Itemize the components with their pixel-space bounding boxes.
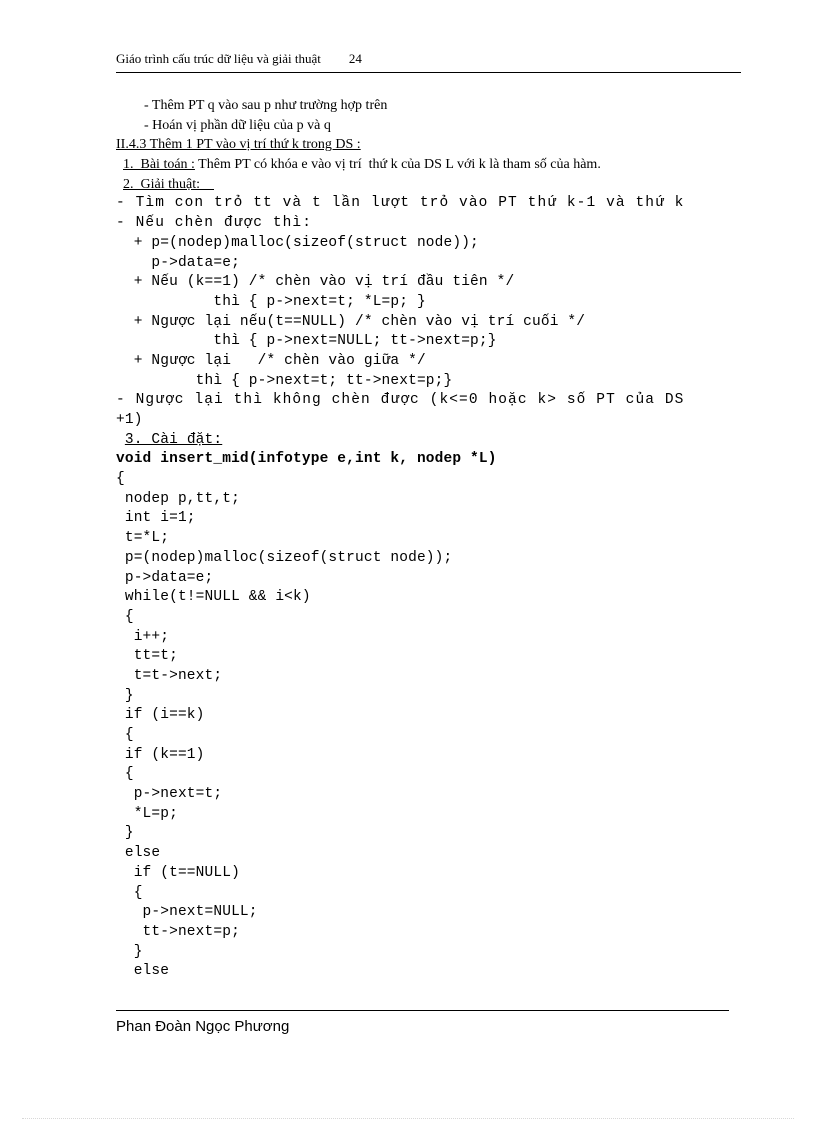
code-line: tt=t; <box>116 648 178 665</box>
text-line: - Thêm PT q vào sau p như trường hợp trên <box>116 98 388 113</box>
problem-text: Thêm PT có khóa e vào vị trí thứ k của DS L với k là tham số của hàm. <box>194 157 601 173</box>
algorithm-line: thì { p->next=t; tt->next=p;} <box>116 372 453 389</box>
text-line: - Hoán vị phần dữ liệu của p và q <box>116 117 331 133</box>
code-line: t=t->next; <box>116 667 223 684</box>
algorithm-line: + Ngược lại /* chèn vào giữa */ <box>116 352 426 369</box>
problem-statement <box>116 155 756 175</box>
code-line: if (k==1) <box>116 746 205 763</box>
code-line: while(t!=NULL && i<k) <box>116 589 311 606</box>
code-line: i++; <box>116 628 170 645</box>
code-line: { <box>116 471 125 488</box>
code-line: int i=1; <box>116 510 196 527</box>
page-header <box>116 50 740 68</box>
algorithm-line: + Ngược lại nếu(t==NULL) /* chèn vào vị trí cuối */ <box>116 313 586 330</box>
code-line: } <box>116 943 143 960</box>
algorithm-line: - Nếu chèn được thì: <box>116 215 313 232</box>
implementation-heading <box>116 431 756 451</box>
algorithm-line: +1) <box>116 412 143 428</box>
header-rule <box>116 72 741 73</box>
algorithm-line: - Tìm con trỏ tt và t lần lượt trỏ vào PT thứ k-1 và thứ k <box>116 195 685 212</box>
code-line: { <box>116 884 143 901</box>
algorithm-line: thì { p->next=t; *L=p; } <box>116 293 426 310</box>
footer-author: Phan Đoàn Ngọc Phương <box>116 1018 290 1035</box>
indent <box>116 177 123 192</box>
document-body <box>116 96 756 982</box>
algorithm-line: p->data=e; <box>116 254 240 271</box>
code-line: nodep p,tt,t; <box>116 490 240 507</box>
page-number: 24 <box>348 51 362 66</box>
implementation-label: 3. Cài đặt: <box>124 431 223 448</box>
algorithm-line: + Nếu (k==1) /* chèn vào vị trí đầu tiên */ <box>116 274 515 291</box>
code-line: else <box>116 845 161 862</box>
code-line: } <box>116 687 134 704</box>
section-heading-text: II.4.3 Thêm 1 PT vào vị trí thứ k trong DS : <box>116 137 361 153</box>
code-line: p=(nodep)malloc(sizeof(struct node)); <box>116 549 453 566</box>
code-line: p->data=e; <box>116 569 214 586</box>
code-line: { <box>116 766 134 783</box>
section-heading <box>116 135 756 155</box>
algorithm-line: + p=(nodep)malloc(sizeof(struct node)); <box>116 234 479 251</box>
problem-label: 1. Bài toán : <box>123 157 195 173</box>
code-line: else <box>116 963 170 980</box>
algorithm-line: thì { p->next=NULL; tt->next=p;} <box>116 333 497 350</box>
code-line: tt->next=p; <box>116 923 240 940</box>
code-line: if (t==NULL) <box>116 864 240 881</box>
indent <box>116 432 125 448</box>
code-line: p->next=NULL; <box>116 904 258 921</box>
algorithm-label: 2. Giải thuật: <box>123 176 214 192</box>
page-edge <box>22 1118 794 1119</box>
header-title: Giáo trình cấu trúc dữ liệu và giải thuật <box>116 51 321 66</box>
indent <box>116 157 123 172</box>
code-line: { <box>116 727 134 743</box>
algorithm-line: - Ngược lại thì không chèn được (k<=0 hoặc k> số PT của DS <box>116 392 685 409</box>
code-line: { <box>116 608 134 625</box>
code-line: p->next=t; <box>116 786 223 803</box>
code-line: void insert_mid(infotype e,int k, nodep *L) <box>116 451 497 468</box>
code-line: } <box>116 825 134 842</box>
code-line: t=*L; <box>116 530 170 547</box>
code-line: *L=p; <box>116 805 178 822</box>
code-line: if (i==k) <box>116 707 205 724</box>
footer-rule <box>116 1010 729 1011</box>
algorithm-heading <box>116 175 756 195</box>
